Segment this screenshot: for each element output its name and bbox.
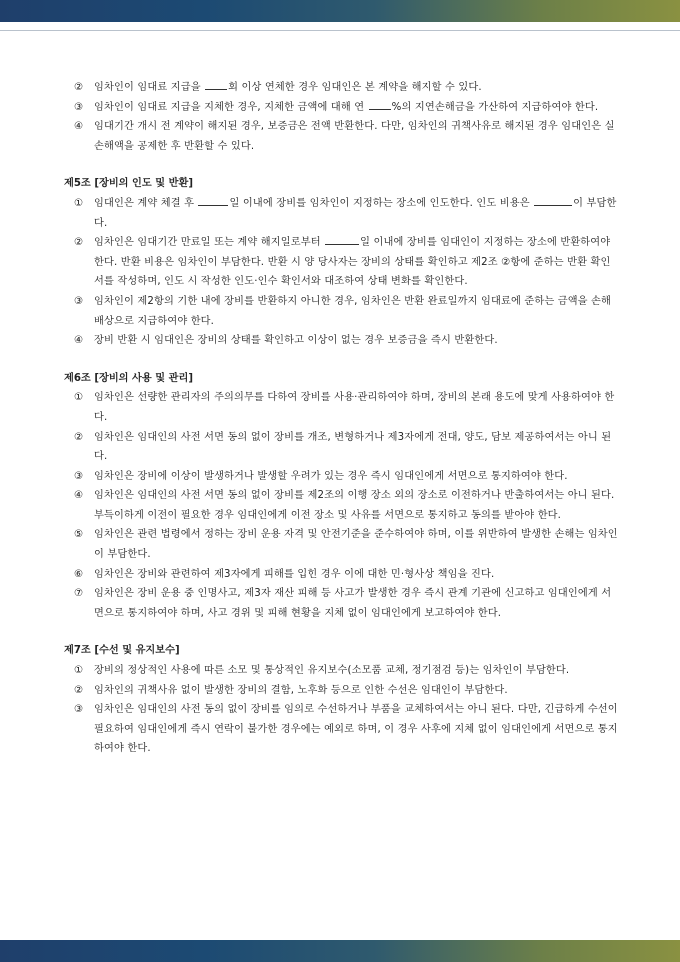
clause-7-1 bbox=[64, 661, 620, 681]
clause-7-3 bbox=[64, 700, 620, 759]
blank-field bbox=[205, 78, 227, 90]
document-body bbox=[64, 78, 620, 759]
clause-number: ③ bbox=[74, 470, 84, 482]
clause-4-4 bbox=[64, 117, 620, 156]
clause-text: 임차인은 임대기간 만료일 또는 계약 해지일로부터 bbox=[94, 237, 325, 249]
clause-text: 이 부담한다. bbox=[94, 197, 617, 229]
clause-6-6 bbox=[64, 565, 620, 585]
article-5-title: 제5조 [장비의 인도 및 반환] bbox=[64, 178, 193, 190]
clause-number: ④ bbox=[74, 490, 84, 502]
clause-number: ① bbox=[74, 665, 84, 677]
clause-number: ④ bbox=[74, 335, 84, 347]
clause-text: 임차인은 장비와 관련하여 제3자에게 피해를 입힌 경우 이에 대한 민·형사상 책임을 진다. bbox=[94, 568, 495, 580]
clause-text: %의 지연손해금을 가산하여 지급하여야 한다. bbox=[391, 101, 599, 113]
clause-6-7 bbox=[64, 584, 620, 623]
clause-number: ⑦ bbox=[74, 588, 84, 600]
clause-text: 일 이내에 장비를 임대인이 지정하는 장소에 반환하여야 한다. 반환 비용은 임차인이 부담한다. 반환 시 양 당사자는 장비의 상태를 확인하고 제2조 ②항에 준하는 반환 확인서를 작성하며, 인도 시 작성한 인도·인수 확인서와 대조하여 상태 변화를 확인한다. bbox=[94, 237, 611, 288]
clause-number: ④ bbox=[74, 121, 84, 133]
clause-text: 임차인은 장비 운용 중 인명사고, 제3자 재산 피해 등 사고가 발생한 경우 즉시 관계 기관에 신고하고 임대인에게 서면으로 통지하여야 하며, 사고 경위 및 피해 현황을 지체 없이 임대인에게 보고하여야 한다. bbox=[94, 588, 612, 619]
clause-number: ⑤ bbox=[74, 529, 84, 541]
clause-5-3 bbox=[64, 292, 620, 331]
clause-6-5 bbox=[64, 525, 620, 564]
clause-text: 장비의 정상적인 사용에 따른 소모 및 통상적인 유지보수(소모품 교체, 정기점검 등)는 임차인이 부담한다. bbox=[94, 665, 570, 677]
clause-7-2 bbox=[64, 681, 620, 701]
clause-text: 임차인이 임대료 지급을 bbox=[94, 82, 205, 93]
clause-number: ① bbox=[74, 392, 84, 404]
clause-text: 임차인은 임대인의 사전 서면 동의 없이 장비를 개조, 변형하거나 제3자에게 전대, 양도, 담보 제공하여서는 아니 된다. bbox=[94, 431, 612, 463]
footer-gradient-band bbox=[0, 940, 680, 962]
clause-number: ② bbox=[74, 237, 84, 249]
header-rule bbox=[0, 30, 680, 31]
clause-number: ③ bbox=[74, 295, 84, 307]
header-gradient-band bbox=[0, 0, 680, 22]
clause-5-4 bbox=[64, 331, 620, 351]
clause-text: 임대인은 계약 체결 후 bbox=[94, 197, 198, 209]
clause-text: 임차인은 임대인의 사전 서면 동의 없이 장비를 제2조의 이행 장소 외의 장소로 이전하거나 반출하여서는 아니 된다. 부득이하게 이전이 필요한 경우 임대인에게 이전 장소 및 사유를 서면으로 통지하고 동의를 받아야 한다. bbox=[94, 490, 615, 521]
blank-field bbox=[198, 194, 228, 206]
clause-text: 일 이내에 장비를 임차인이 지정하는 장소에 인도한다. 인도 비용은 bbox=[229, 197, 534, 209]
article-6-title: 제6조 [장비의 사용 및 관리] bbox=[64, 372, 193, 384]
blank-field bbox=[325, 233, 359, 245]
clause-number: ⑥ bbox=[74, 568, 84, 580]
clause-text: 임차인이 임대료 지급을 지체한 경우, 지체한 금액에 대해 연 bbox=[94, 101, 368, 113]
clause-text: 임차인이 제2항의 기한 내에 장비를 반환하지 아니한 경우, 임차인은 반환 완료일까지 임대료에 준하는 금액을 손해배상으로 지급하여야 한다. bbox=[94, 295, 612, 327]
article-7-title: 제7조 [수선 및 유지보수] bbox=[64, 645, 180, 657]
clause-6-3 bbox=[64, 467, 620, 487]
blank-field bbox=[534, 194, 572, 206]
clause-5-1 bbox=[64, 194, 620, 233]
clause-text: 회 이상 연체한 경우 임대인은 본 계약을 해지할 수 있다. bbox=[228, 82, 482, 93]
clause-number: ② bbox=[74, 82, 84, 93]
blank-field bbox=[369, 98, 391, 110]
clause-6-1 bbox=[64, 388, 620, 427]
clause-5-2 bbox=[64, 233, 620, 292]
clause-text: 임차인은 임대인의 사전 동의 없이 장비를 임의로 수선하거나 부품을 교체하여서는 아니 된다. 다만, 긴급하게 수선이 필요하여 임대인에게 즉시 연락이 불가한 경우에는 예외로 하며, 이 경우 사후에 지체 없이 임대인에게 서면으로 통지하여야 한다. bbox=[94, 704, 618, 755]
clause-number: ② bbox=[74, 684, 84, 696]
clause-number: ① bbox=[74, 197, 84, 209]
clause-4-2 bbox=[64, 78, 620, 98]
clause-4-3 bbox=[64, 98, 620, 118]
clause-number: ② bbox=[74, 431, 84, 443]
clause-text: 임차인은 선량한 관리자의 주의의무를 다하여 장비를 사용·관리하여야 하며, 장비의 본래 용도에 맞게 사용하여야 한다. bbox=[94, 392, 615, 423]
clause-number: ③ bbox=[74, 704, 84, 716]
clause-text: 장비 반환 시 임대인은 장비의 상태를 확인하고 이상이 없는 경우 보증금을 즉시 반환한다. bbox=[94, 335, 498, 347]
clause-6-4 bbox=[64, 486, 620, 525]
clause-text: 임차인의 귀책사유 없이 발생한 장비의 결함, 노후화 등으로 인한 수선은 임대인이 부담한다. bbox=[94, 684, 508, 696]
clause-text: 임차인은 장비에 이상이 발생하거나 발생할 우려가 있는 경우 즉시 임대인에게 서면으로 통지하여야 한다. bbox=[94, 470, 568, 482]
clause-6-2 bbox=[64, 428, 620, 467]
clause-number: ③ bbox=[74, 101, 84, 113]
clause-text: 임차인은 관련 법령에서 정하는 장비 운용 자격 및 안전기준을 준수하여야 하며, 이를 위반하여 발생한 손해는 임차인이 부담한다. bbox=[94, 529, 618, 561]
clause-text: 임대기간 개시 전 계약이 해지된 경우, 보증금은 전액 반환한다. 다만, 임차인의 귀책사유로 해지된 경우 임대인은 실손해액을 공제한 후 반환할 수 있다. bbox=[94, 121, 615, 152]
